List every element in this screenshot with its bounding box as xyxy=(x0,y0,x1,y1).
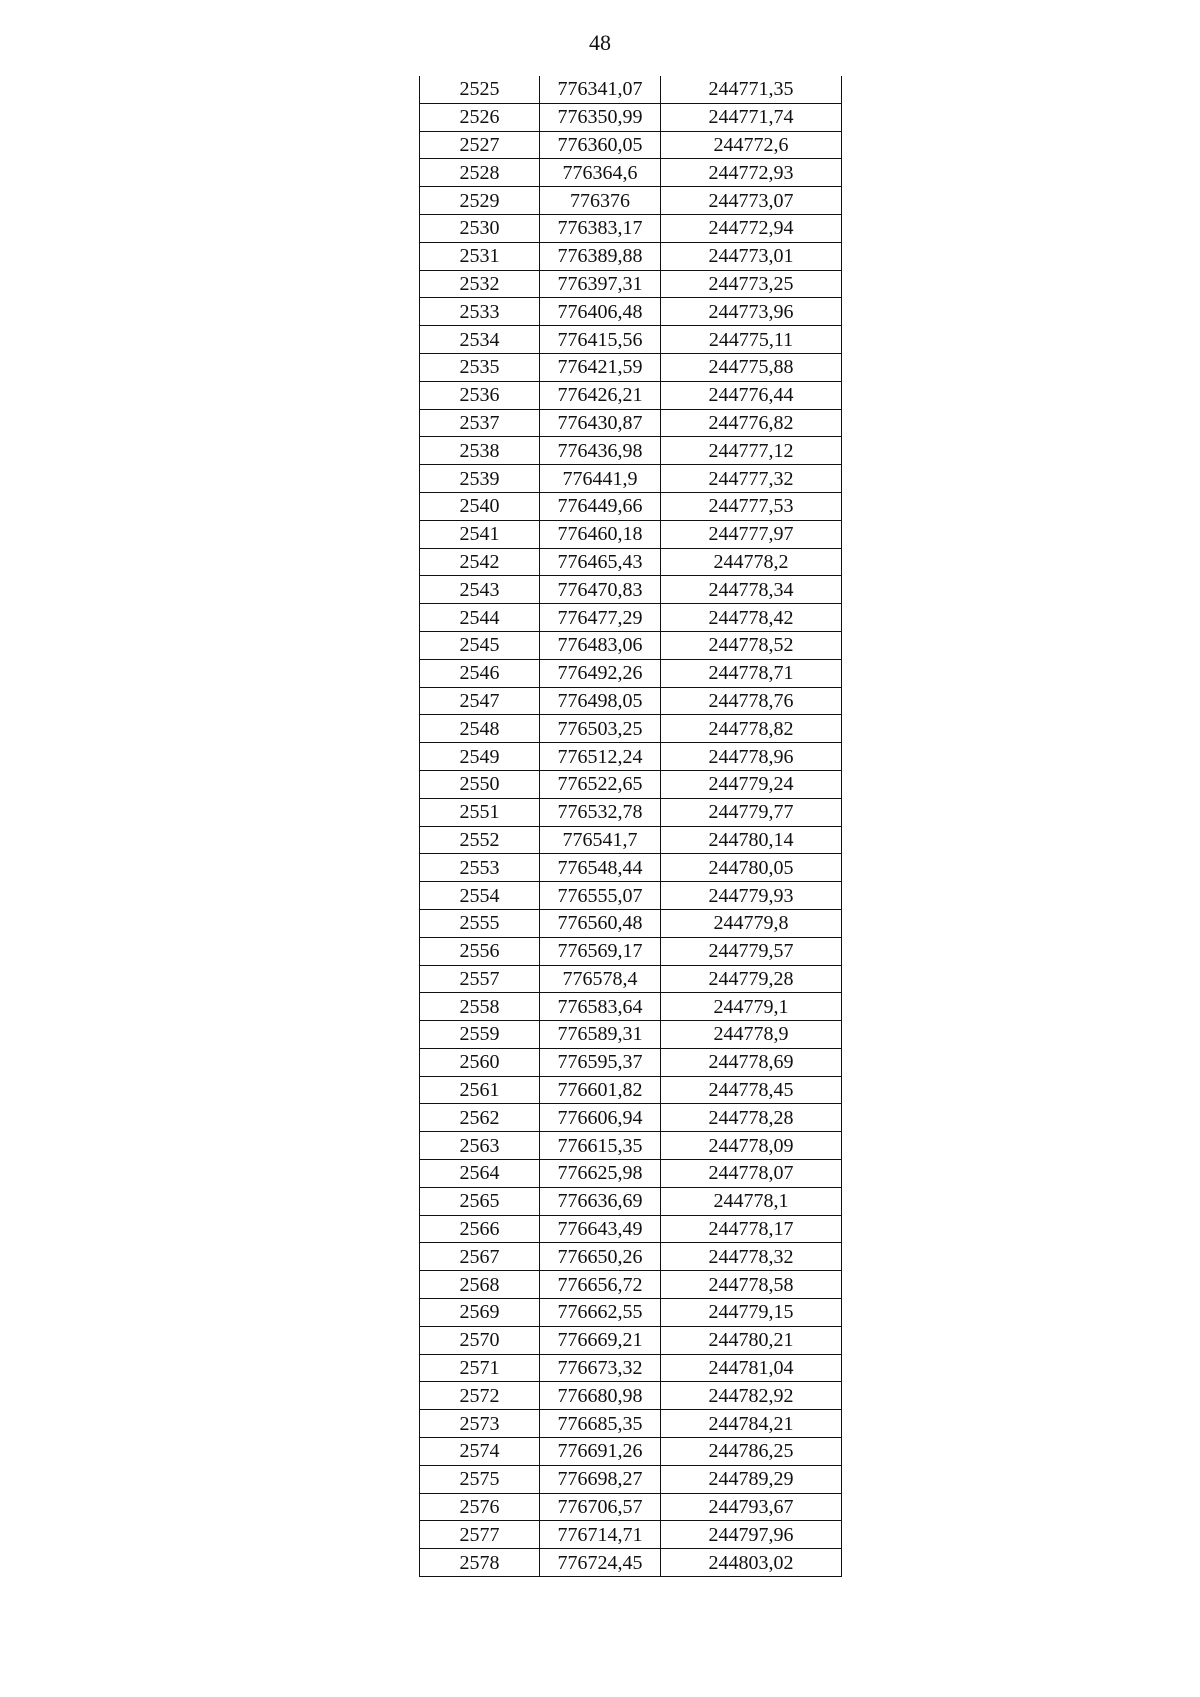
x-coordinate-cell: 776548,44 xyxy=(540,854,661,882)
point-number-cell: 2542 xyxy=(420,548,540,576)
y-coordinate-cell: 244776,44 xyxy=(661,381,842,409)
point-number-cell: 2526 xyxy=(420,103,540,131)
table-row xyxy=(420,1521,842,1549)
table-row xyxy=(420,1354,842,1382)
table-row xyxy=(420,687,842,715)
y-coordinate-cell: 244789,29 xyxy=(661,1465,842,1493)
y-coordinate-cell: 244771,74 xyxy=(661,103,842,131)
y-coordinate-cell: 244779,8 xyxy=(661,909,842,937)
x-coordinate-cell: 776569,17 xyxy=(540,937,661,965)
y-coordinate-cell: 244777,53 xyxy=(661,492,842,520)
table-row xyxy=(420,326,842,354)
table-row xyxy=(420,1271,842,1299)
table-row xyxy=(420,1326,842,1354)
point-number-cell: 2572 xyxy=(420,1382,540,1410)
y-coordinate-cell: 244772,6 xyxy=(661,131,842,159)
x-coordinate-cell: 776449,66 xyxy=(540,492,661,520)
x-coordinate-cell: 776522,65 xyxy=(540,770,661,798)
y-coordinate-cell: 244778,28 xyxy=(661,1104,842,1132)
point-number-cell: 2551 xyxy=(420,798,540,826)
y-coordinate-cell: 244776,82 xyxy=(661,409,842,437)
table-row xyxy=(420,743,842,771)
point-number-cell: 2527 xyxy=(420,131,540,159)
table-row xyxy=(420,76,842,103)
x-coordinate-cell: 776421,59 xyxy=(540,353,661,381)
x-coordinate-cell: 776669,21 xyxy=(540,1326,661,1354)
x-coordinate-cell: 776532,78 xyxy=(540,798,661,826)
point-number-cell: 2555 xyxy=(420,909,540,937)
table-row xyxy=(420,659,842,687)
x-coordinate-cell: 776724,45 xyxy=(540,1549,661,1577)
y-coordinate-cell: 244772,93 xyxy=(661,159,842,187)
x-coordinate-cell: 776541,7 xyxy=(540,826,661,854)
x-coordinate-cell: 776656,72 xyxy=(540,1271,661,1299)
y-coordinate-cell: 244773,01 xyxy=(661,242,842,270)
table-row xyxy=(420,353,842,381)
point-number-cell: 2553 xyxy=(420,854,540,882)
y-coordinate-cell: 244773,07 xyxy=(661,187,842,215)
x-coordinate-cell: 776397,31 xyxy=(540,270,661,298)
table-row xyxy=(420,1215,842,1243)
point-number-cell: 2525 xyxy=(420,76,540,103)
point-number-cell: 2569 xyxy=(420,1299,540,1327)
x-coordinate-cell: 776426,21 xyxy=(540,381,661,409)
x-coordinate-cell: 776406,48 xyxy=(540,298,661,326)
point-number-cell: 2532 xyxy=(420,270,540,298)
x-coordinate-cell: 776477,29 xyxy=(540,604,661,632)
x-coordinate-cell: 776441,9 xyxy=(540,465,661,493)
x-coordinate-cell: 776503,25 xyxy=(540,715,661,743)
y-coordinate-cell: 244779,57 xyxy=(661,937,842,965)
table-row xyxy=(420,909,842,937)
x-coordinate-cell: 776643,49 xyxy=(540,1215,661,1243)
y-coordinate-cell: 244777,32 xyxy=(661,465,842,493)
point-number-cell: 2545 xyxy=(420,631,540,659)
y-coordinate-cell: 244775,88 xyxy=(661,353,842,381)
y-coordinate-cell: 244778,45 xyxy=(661,1076,842,1104)
y-coordinate-cell: 244778,69 xyxy=(661,1048,842,1076)
x-coordinate-cell: 776650,26 xyxy=(540,1243,661,1271)
y-coordinate-cell: 244779,1 xyxy=(661,993,842,1021)
y-coordinate-cell: 244803,02 xyxy=(661,1549,842,1577)
table-row xyxy=(420,131,842,159)
point-number-cell: 2529 xyxy=(420,187,540,215)
point-number-cell: 2559 xyxy=(420,1021,540,1049)
table-row xyxy=(420,993,842,1021)
point-number-cell: 2566 xyxy=(420,1215,540,1243)
table-row xyxy=(420,381,842,409)
table-row xyxy=(420,965,842,993)
point-number-cell: 2574 xyxy=(420,1438,540,1466)
point-number-cell: 2552 xyxy=(420,826,540,854)
table-row xyxy=(420,187,842,215)
x-coordinate-cell: 776601,82 xyxy=(540,1076,661,1104)
point-number-cell: 2575 xyxy=(420,1465,540,1493)
point-number-cell: 2568 xyxy=(420,1271,540,1299)
table-row xyxy=(420,576,842,604)
y-coordinate-cell: 244780,21 xyxy=(661,1326,842,1354)
x-coordinate-cell: 776662,55 xyxy=(540,1299,661,1327)
y-coordinate-cell: 244778,71 xyxy=(661,659,842,687)
table-row xyxy=(420,715,842,743)
x-coordinate-cell: 776685,35 xyxy=(540,1410,661,1438)
point-number-cell: 2543 xyxy=(420,576,540,604)
point-number-cell: 2535 xyxy=(420,353,540,381)
point-number-cell: 2548 xyxy=(420,715,540,743)
x-coordinate-cell: 776606,94 xyxy=(540,1104,661,1132)
table-row xyxy=(420,631,842,659)
table-row xyxy=(420,770,842,798)
y-coordinate-cell: 244778,82 xyxy=(661,715,842,743)
x-coordinate-cell: 776470,83 xyxy=(540,576,661,604)
x-coordinate-cell: 776698,27 xyxy=(540,1465,661,1493)
table-row xyxy=(420,937,842,965)
y-coordinate-cell: 244784,21 xyxy=(661,1410,842,1438)
x-coordinate-cell: 776680,98 xyxy=(540,1382,661,1410)
x-coordinate-cell: 776673,32 xyxy=(540,1354,661,1382)
y-coordinate-cell: 244780,05 xyxy=(661,854,842,882)
page-number: 48 xyxy=(589,30,611,55)
x-coordinate-cell: 776483,06 xyxy=(540,631,661,659)
x-coordinate-cell: 776383,17 xyxy=(540,214,661,242)
x-coordinate-cell: 776595,37 xyxy=(540,1048,661,1076)
y-coordinate-cell: 244778,96 xyxy=(661,743,842,771)
point-number-cell: 2537 xyxy=(420,409,540,437)
point-number-cell: 2546 xyxy=(420,659,540,687)
table-row xyxy=(420,1465,842,1493)
point-number-cell: 2531 xyxy=(420,242,540,270)
table-row xyxy=(420,242,842,270)
table-row xyxy=(420,1076,842,1104)
point-number-cell: 2534 xyxy=(420,326,540,354)
x-coordinate-cell: 776465,43 xyxy=(540,548,661,576)
y-coordinate-cell: 244772,94 xyxy=(661,214,842,242)
x-coordinate-cell: 776589,31 xyxy=(540,1021,661,1049)
point-number-cell: 2549 xyxy=(420,743,540,771)
table-row xyxy=(420,1104,842,1132)
point-number-cell: 2528 xyxy=(420,159,540,187)
y-coordinate-cell: 244771,35 xyxy=(661,76,842,103)
y-coordinate-cell: 244780,14 xyxy=(661,826,842,854)
y-coordinate-cell: 244778,76 xyxy=(661,687,842,715)
y-coordinate-cell: 244786,25 xyxy=(661,1438,842,1466)
table-row xyxy=(420,854,842,882)
table-row xyxy=(420,159,842,187)
point-number-cell: 2547 xyxy=(420,687,540,715)
y-coordinate-cell: 244777,12 xyxy=(661,437,842,465)
table-body xyxy=(420,76,842,1577)
x-coordinate-cell: 776560,48 xyxy=(540,909,661,937)
x-coordinate-cell: 776430,87 xyxy=(540,409,661,437)
table-row xyxy=(420,1160,842,1188)
table-row xyxy=(420,798,842,826)
coordinates-table xyxy=(419,76,842,1577)
x-coordinate-cell: 776350,99 xyxy=(540,103,661,131)
x-coordinate-cell: 776364,6 xyxy=(540,159,661,187)
table-row xyxy=(420,548,842,576)
point-number-cell: 2541 xyxy=(420,520,540,548)
x-coordinate-cell: 776706,57 xyxy=(540,1493,661,1521)
y-coordinate-cell: 244777,97 xyxy=(661,520,842,548)
y-coordinate-cell: 244773,96 xyxy=(661,298,842,326)
x-coordinate-cell: 776615,35 xyxy=(540,1132,661,1160)
y-coordinate-cell: 244797,96 xyxy=(661,1521,842,1549)
point-number-cell: 2561 xyxy=(420,1076,540,1104)
x-coordinate-cell: 776625,98 xyxy=(540,1160,661,1188)
table-row xyxy=(420,1382,842,1410)
table-row xyxy=(420,1410,842,1438)
point-number-cell: 2570 xyxy=(420,1326,540,1354)
y-coordinate-cell: 244778,07 xyxy=(661,1160,842,1188)
table-row xyxy=(420,1299,842,1327)
y-coordinate-cell: 244779,24 xyxy=(661,770,842,798)
y-coordinate-cell: 244778,17 xyxy=(661,1215,842,1243)
point-number-cell: 2554 xyxy=(420,882,540,910)
x-coordinate-cell: 776714,71 xyxy=(540,1521,661,1549)
table-row xyxy=(420,270,842,298)
x-coordinate-cell: 776691,26 xyxy=(540,1438,661,1466)
table-row xyxy=(420,1243,842,1271)
table-row xyxy=(420,465,842,493)
y-coordinate-cell: 244781,04 xyxy=(661,1354,842,1382)
y-coordinate-cell: 244779,28 xyxy=(661,965,842,993)
y-coordinate-cell: 244778,52 xyxy=(661,631,842,659)
point-number-cell: 2563 xyxy=(420,1132,540,1160)
point-number-cell: 2557 xyxy=(420,965,540,993)
point-number-cell: 2562 xyxy=(420,1104,540,1132)
y-coordinate-cell: 244778,58 xyxy=(661,1271,842,1299)
point-number-cell: 2564 xyxy=(420,1160,540,1188)
table-row xyxy=(420,1549,842,1577)
y-coordinate-cell: 244778,2 xyxy=(661,548,842,576)
y-coordinate-cell: 244793,67 xyxy=(661,1493,842,1521)
y-coordinate-cell: 244775,11 xyxy=(661,326,842,354)
point-number-cell: 2577 xyxy=(420,1521,540,1549)
table-row xyxy=(420,298,842,326)
x-coordinate-cell: 776492,26 xyxy=(540,659,661,687)
point-number-cell: 2533 xyxy=(420,298,540,326)
point-number-cell: 2567 xyxy=(420,1243,540,1271)
x-coordinate-cell: 776498,05 xyxy=(540,687,661,715)
x-coordinate-cell: 776360,05 xyxy=(540,131,661,159)
x-coordinate-cell: 776636,69 xyxy=(540,1187,661,1215)
point-number-cell: 2573 xyxy=(420,1410,540,1438)
point-number-cell: 2560 xyxy=(420,1048,540,1076)
point-number-cell: 2550 xyxy=(420,770,540,798)
y-coordinate-cell: 244778,9 xyxy=(661,1021,842,1049)
y-coordinate-cell: 244782,92 xyxy=(661,1382,842,1410)
point-number-cell: 2539 xyxy=(420,465,540,493)
point-number-cell: 2578 xyxy=(420,1549,540,1577)
y-coordinate-cell: 244778,1 xyxy=(661,1187,842,1215)
table-row xyxy=(420,1438,842,1466)
x-coordinate-cell: 776389,88 xyxy=(540,242,661,270)
point-number-cell: 2530 xyxy=(420,214,540,242)
point-number-cell: 2556 xyxy=(420,937,540,965)
x-coordinate-cell: 776555,07 xyxy=(540,882,661,910)
table-row xyxy=(420,1021,842,1049)
point-number-cell: 2544 xyxy=(420,604,540,632)
table-row xyxy=(420,1132,842,1160)
y-coordinate-cell: 244779,93 xyxy=(661,882,842,910)
x-coordinate-cell: 776376 xyxy=(540,187,661,215)
table-row xyxy=(420,409,842,437)
point-number-cell: 2538 xyxy=(420,437,540,465)
table-row xyxy=(420,826,842,854)
y-coordinate-cell: 244778,42 xyxy=(661,604,842,632)
x-coordinate-cell: 776512,24 xyxy=(540,743,661,771)
table-row xyxy=(420,882,842,910)
table-row xyxy=(420,103,842,131)
table-row xyxy=(420,1187,842,1215)
x-coordinate-cell: 776578,4 xyxy=(540,965,661,993)
table-row xyxy=(420,214,842,242)
table-row xyxy=(420,520,842,548)
x-coordinate-cell: 776583,64 xyxy=(540,993,661,1021)
y-coordinate-cell: 244778,34 xyxy=(661,576,842,604)
point-number-cell: 2536 xyxy=(420,381,540,409)
point-number-cell: 2540 xyxy=(420,492,540,520)
point-number-cell: 2558 xyxy=(420,993,540,1021)
y-coordinate-cell: 244779,15 xyxy=(661,1299,842,1327)
point-number-cell: 2565 xyxy=(420,1187,540,1215)
x-coordinate-cell: 776460,18 xyxy=(540,520,661,548)
y-coordinate-cell: 244773,25 xyxy=(661,270,842,298)
x-coordinate-cell: 776436,98 xyxy=(540,437,661,465)
point-number-cell: 2576 xyxy=(420,1493,540,1521)
y-coordinate-cell: 244779,77 xyxy=(661,798,842,826)
table-row xyxy=(420,1048,842,1076)
x-coordinate-cell: 776415,56 xyxy=(540,326,661,354)
point-number-cell: 2571 xyxy=(420,1354,540,1382)
x-coordinate-cell: 776341,07 xyxy=(540,76,661,103)
table-row xyxy=(420,437,842,465)
y-coordinate-cell: 244778,09 xyxy=(661,1132,842,1160)
table-row xyxy=(420,1493,842,1521)
y-coordinate-cell: 244778,32 xyxy=(661,1243,842,1271)
table-row xyxy=(420,492,842,520)
table-row xyxy=(420,604,842,632)
